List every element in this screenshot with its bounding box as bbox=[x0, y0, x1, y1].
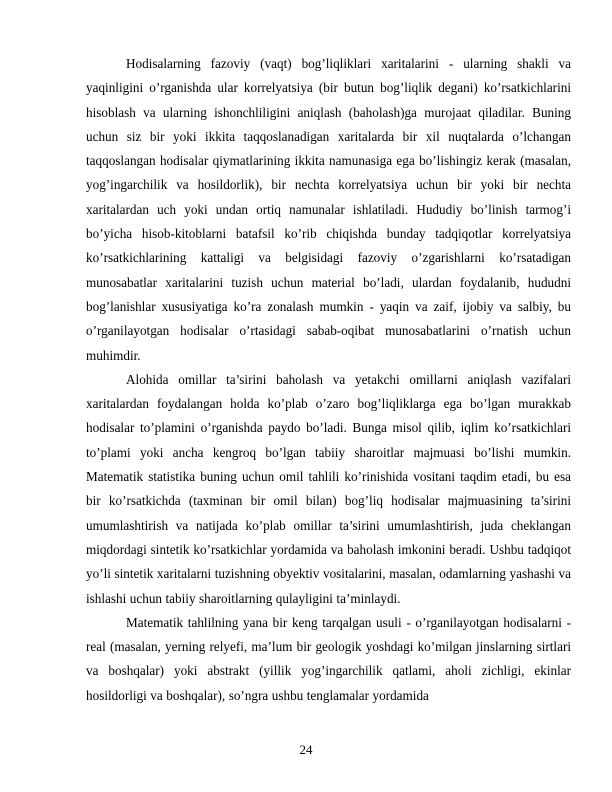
document-page bbox=[86, 52, 571, 708]
paragraph-factor-analysis: Alohida omillar ta’sirini baholash va yetakchi omillarni aniqlash vazifalari xaritalardan foydalangan holda ko’plab o’zaro bog’liqliklarga ega bo’lgan murakkab hodisalar to’plamini o’rganishda paydo bo’ladi. Bunga misol qilib, iqlim ko’rsatkichlari to’plami yoki ancha kengroq bo’lgan tabiiy sharoitlar majmuasi bo’lishi mumkin. Matematik statistika buning uchun omil tahlili ko’rinishida vositani taqdim etadi, bu esa bir ko’rsatkichda (taxminan bir omil bilan) bog’liq hodisalar majmuasining ta’sirini umumlashtirish va natijada ko’plab omillar ta’sirini umumlashtirish, juda cheklangan miqdordagi sintetik ko’rsatkichlar yordamida va baholash imkonini beradi. Ushbu tadqiqot yo’li sintetik xaritalarni tuzishning obyektiv vositalarini, masalan, odamlarning yashashi va ishlashi uchun tabiiy sharoitlarning qulayligini ta’minlaydi. bbox=[86, 371, 571, 606]
paragraph-mathematical-analysis: Matematik tahlilning yana bir keng tarqalgan usuli - o’rganilayotgan hodisalarni - real (masalan, yerning relyefi, ma’lum bir geologik yoshdagi ko’milgan jinslarning sirtlari va boshqalar) yoki abstrakt (yillik yog’ingarchilik qatlami, aholi zichligi, ekinlar hosildorligi va boshqalar), so’ngra ushbu tenglamalar yordamida bbox=[86, 614, 571, 703]
page-number: 24 bbox=[299, 742, 313, 757]
paragraph-correlation-maps: Hodisalarning fazoviy (vaqt) bog’liqliklari xaritalarini - ularning shakli va yaqinligini o’rganishda ular korrelyatsiya (bir butun bog’liqlik degani) ko’rsatkichlarini hisoblash va ularning ishonchliligini aniqlash (baholash)ga murojaat qiladilar. Buning uchun siz bir yoki ikkita taqqoslanadigan xaritalarda bir xil nuqtalarda o’lchangan taqqoslangan hodisalar qiymatlarining ikkita namunasiga ega bo’lishingiz kerak (masalan, yog’ingarchilik va hosildorlik), bir nechta korrelyatsiya uchun bir yoki bir nechta xaritalardan uch yoki undan ortiq namunalar ishlatiladi. Hududiy bo’linish tarmog’i bo’yicha hisob-kitoblarni batafsil ko’rib chiqishda bunday tadqiqotlar korrelyatsiya ko’rsatkichlarining kattaligi va belgisidagi fazoviy o’zgarishlarni ko’rsatadigan munosabatlar xaritalarini tuzish uchun material bo’ladi, ulardan foydalanib, hududni bog’lanishlar xususiyatiga ko’ra zonalash mumkin - yaqin va zaif, ijobiy va salbiy, bu o’rganilayotgan hodisalar o’rtasidagi sabab-oqibat munosabatlarini o’rnatish uchun muhimdir. bbox=[86, 56, 571, 363]
